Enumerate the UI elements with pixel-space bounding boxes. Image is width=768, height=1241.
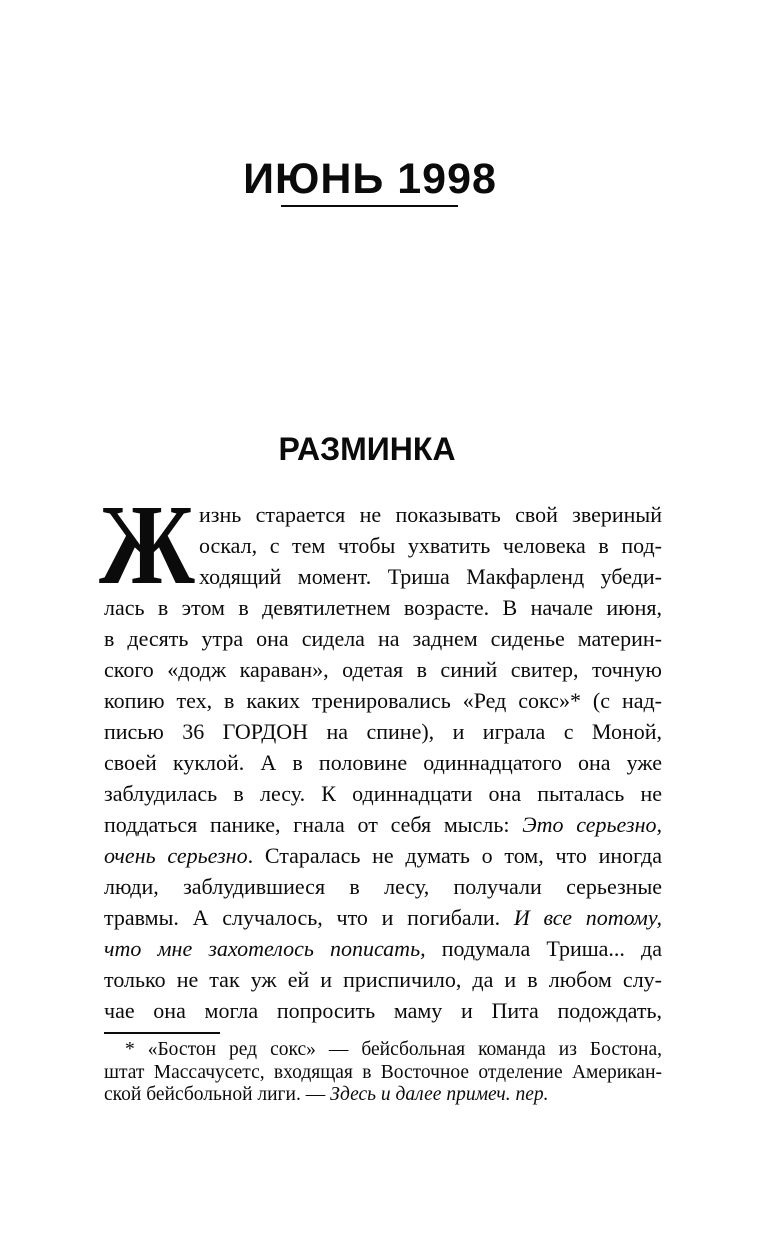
italic-text-segment: очень серьезно: [104, 843, 248, 868]
italic-text-segment: что мне захотелось пописать,: [104, 936, 426, 961]
text-segment: ходящий момент. Триша Макфарленд убеди-: [199, 564, 662, 589]
text-segment: . Старалась не думать о том, что иногда: [247, 843, 663, 868]
text-segment: своей куклой. А в половине одиннадцатого она уже: [104, 750, 662, 775]
body-text-line: [104, 778, 662, 809]
body-text-line: [104, 995, 662, 1026]
footnote-separator-rule: [104, 1032, 220, 1034]
text-segment: в десять утра она сидела на заднем сиденье материн-: [104, 626, 662, 651]
body-text-line: [104, 716, 662, 747]
body-text-line: [104, 933, 662, 964]
body-text-line: [104, 902, 662, 933]
footnote-text-line: [104, 1062, 662, 1085]
body-text-line: [104, 964, 662, 995]
text-segment: чае она могла попросить маму и Пита подождать,: [104, 998, 662, 1023]
text-segment: поддаться панике, гнала от себя мысль:: [104, 812, 523, 837]
body-text-line: [104, 654, 662, 685]
body-text-line: [199, 530, 662, 561]
footnote-text-line: [104, 1039, 662, 1062]
text-segment: писью 36 ГОРДОН на спине), и играла с Моной,: [104, 719, 662, 744]
body-text-line: [104, 623, 662, 654]
text-segment: ской бейсбольной лиги. —: [104, 1084, 331, 1105]
italic-text-segment: Здесь и далее примеч. пер.: [330, 1084, 549, 1105]
footnote-text-line: [104, 1084, 662, 1107]
text-segment: ского «додж караван», одетая в синий свитер, точную: [104, 657, 662, 682]
text-segment: изнь старается не показывать свой звериный: [199, 502, 662, 527]
italic-text-segment: И все потому,: [513, 905, 662, 930]
body-text-line: [199, 561, 662, 592]
text-segment: штат Массачусетс, входящая в Восточное отделение Американ-: [104, 1061, 662, 1083]
chapter-title: ИЮНЬ 1998: [243, 155, 497, 203]
body-paragraph: [104, 499, 662, 1026]
text-segment: заблудилась в лесу. К одиннадцати она пыталась не: [104, 781, 662, 806]
body-text-line: [104, 592, 662, 623]
body-text-line: [104, 809, 662, 840]
body-text-line: [199, 499, 662, 530]
drop-cap-letter: Ж: [99, 481, 195, 608]
body-text-line: [104, 871, 662, 902]
body-text-line: [104, 840, 662, 871]
text-segment: оскал, с тем чтобы ухватить человека в под-: [199, 533, 662, 558]
text-segment: лась в этом в девятилетнем возрасте. В начале июня,: [104, 595, 662, 620]
body-text-line: [104, 685, 662, 716]
text-segment: подумала Триша... да: [425, 936, 662, 961]
text-segment: только не так уж ей и приспичило, да и в любом слу-: [104, 967, 662, 992]
footnote: [104, 1039, 662, 1107]
body-text-line: [104, 747, 662, 778]
italic-text-segment: Это серьезно,: [522, 812, 662, 837]
text-segment: * «Бостон ред сокс» — бейсбольная команда из Бостона,: [125, 1039, 662, 1060]
text-segment: люди, заблудившиеся в лесу, получали серьезные: [104, 874, 662, 899]
text-segment: копию тех, в каких тренировались «Ред сокс»* (с над-: [104, 688, 662, 713]
chapter-title-underline: [281, 205, 458, 207]
section-title: РАЗМИНКА: [278, 431, 456, 467]
text-segment: травмы. А случалось, что и погибали.: [104, 905, 514, 930]
